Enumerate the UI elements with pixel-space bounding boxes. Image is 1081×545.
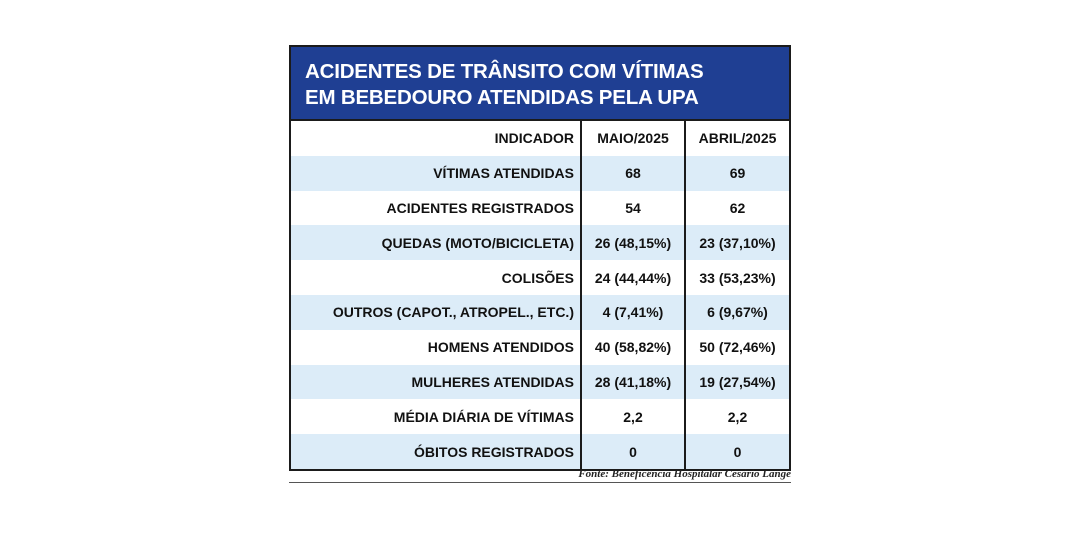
row-april-value: 62 xyxy=(685,191,789,226)
row-label: OUTROS (CAPOT., ATROPEL., ETC.) xyxy=(291,295,581,330)
table-row xyxy=(291,295,789,330)
table-header-row xyxy=(291,121,789,156)
table-row xyxy=(291,191,789,226)
header-may: MAIO/2025 xyxy=(581,121,685,156)
row-april-value: 23 (37,10%) xyxy=(685,225,789,260)
header-april: ABRIL/2025 xyxy=(685,121,789,156)
row-april-value: 6 (9,67%) xyxy=(685,295,789,330)
row-label: ACIDENTES REGISTRADOS xyxy=(386,199,574,216)
row-may-value: 4 (7,41%) xyxy=(581,295,685,330)
row-label: HOMENS ATENDIDOS xyxy=(427,339,574,356)
table-card xyxy=(289,45,791,471)
row-label: MÉDIA DIÁRIA DE VÍTIMAS xyxy=(393,408,574,425)
row-label: QUEDAS (MOTO/BICICLETA) xyxy=(291,225,581,260)
table-row xyxy=(291,434,789,469)
title-banner xyxy=(291,47,789,121)
title-line-1: ACIDENTES DE TRÂNSITO COM VÍTIMAS xyxy=(305,60,704,83)
table-row xyxy=(291,330,789,365)
row-may-value: 40 (58,82%) xyxy=(581,330,685,365)
table-row xyxy=(291,399,789,434)
table-row xyxy=(291,156,789,191)
row-may-value: 2,2 xyxy=(581,399,685,434)
header-indicator: INDICADOR xyxy=(291,121,581,156)
row-april-value: 33 (53,23%) xyxy=(685,260,789,295)
row-may-value: 28 (41,18%) xyxy=(581,365,685,400)
row-april-value: 19 (27,54%) xyxy=(685,365,789,400)
row-label: MULHERES ATENDIDAS xyxy=(291,365,581,400)
source-caption: Fonte: Beneficência Hospitalar Cesário Lange xyxy=(289,468,791,483)
row-april-value: 2,2 xyxy=(685,399,789,434)
row-label: COLISÕES xyxy=(501,269,574,286)
row-april-value: 69 xyxy=(685,156,789,191)
accidents-table xyxy=(291,121,789,469)
table-row xyxy=(291,365,789,400)
row-may-value: 54 xyxy=(581,191,685,226)
row-april-value: 0 xyxy=(685,434,789,469)
table-row xyxy=(291,225,789,260)
table-row xyxy=(291,260,789,295)
row-label: ÓBITOS REGISTRADOS xyxy=(291,434,581,469)
row-april-value: 50 (72,46%) xyxy=(685,330,789,365)
row-may-value: 68 xyxy=(581,156,685,191)
title-line-2: EM BEBEDOURO ATENDIDAS PELA UPA xyxy=(305,86,699,109)
row-label: VÍTIMAS ATENDIDAS xyxy=(291,156,581,191)
row-may-value: 24 (44,44%) xyxy=(581,260,685,295)
row-may-value: 0 xyxy=(581,434,685,469)
row-may-value: 26 (48,15%) xyxy=(581,225,685,260)
